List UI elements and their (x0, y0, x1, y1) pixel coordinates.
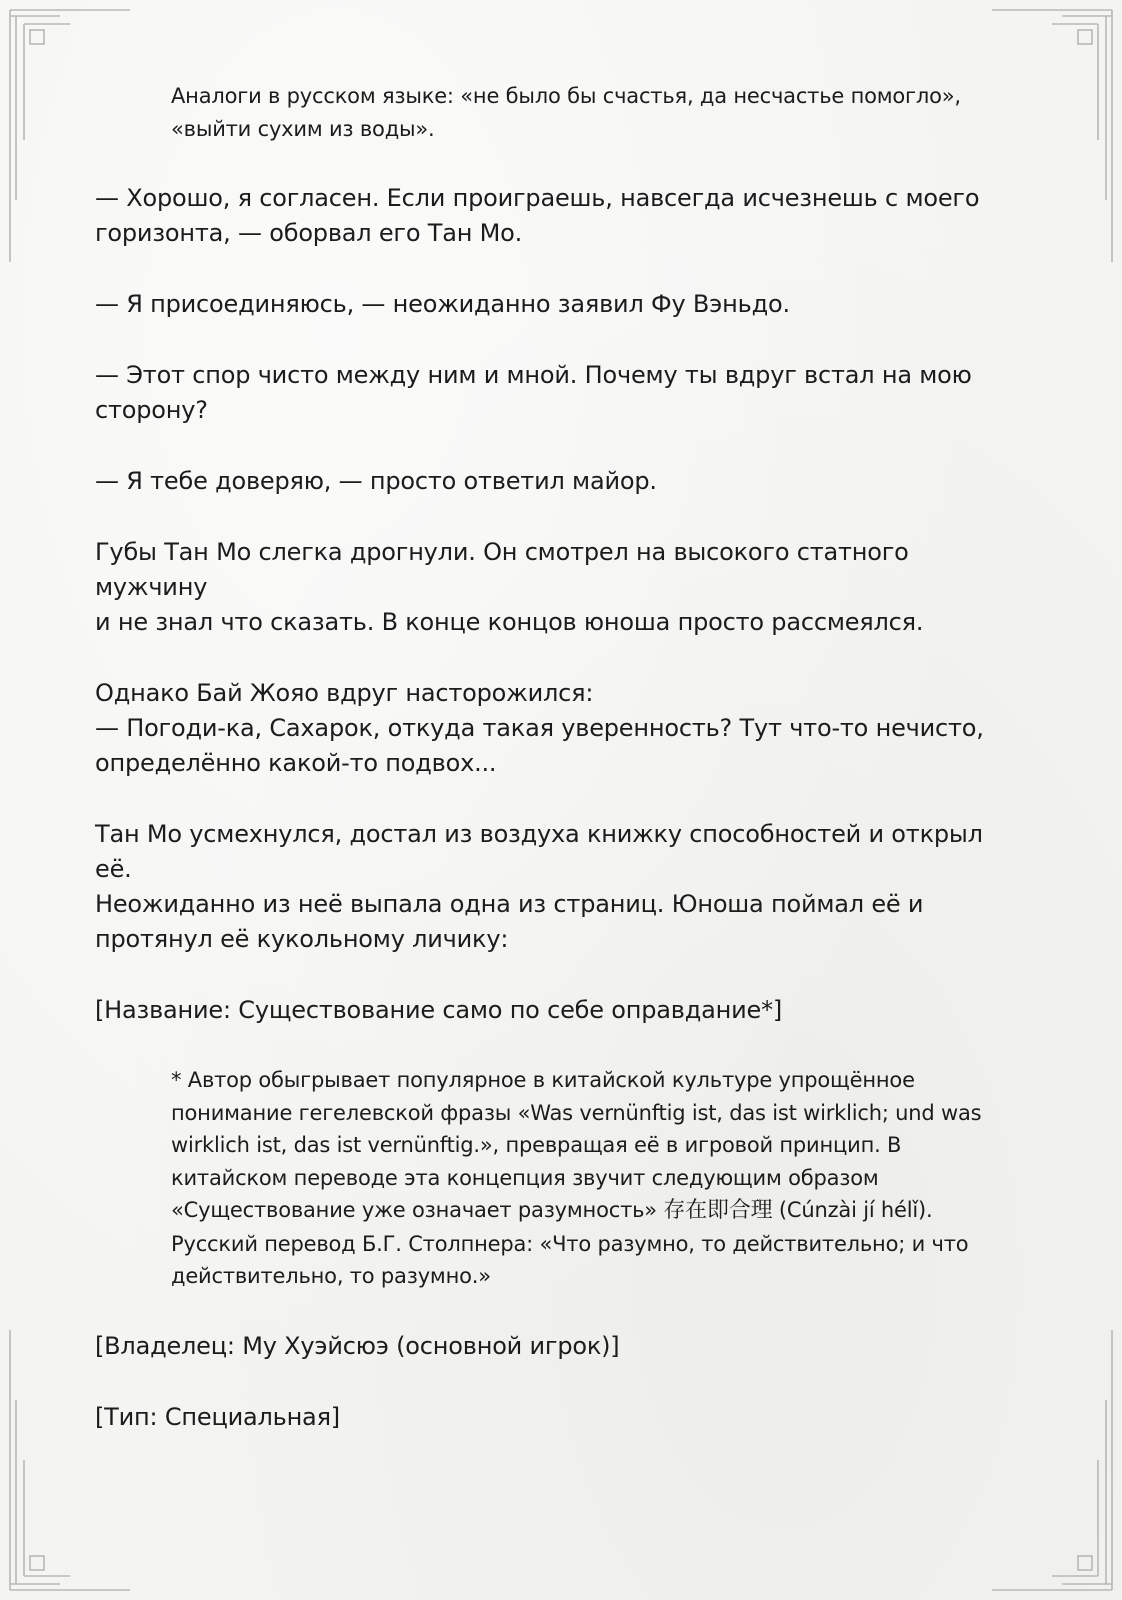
footnote-line: понимание гегелевской фразы «Was vernünftig ist, das ist wirklich; und was (171, 1100, 982, 1125)
text-line: и не знал что сказать. В конце концов юноша просто рассмеялся. (95, 608, 924, 636)
card-title (95, 993, 1025, 1028)
footnote-text: (Cúnzài jí hélǐ). (772, 1198, 933, 1222)
paragraph (95, 287, 1025, 322)
paragraph (95, 676, 1025, 781)
card-owner (95, 1329, 1025, 1364)
paragraph (95, 358, 1025, 428)
text-line: Губы Тан Мо слегка дрогнули. Он смотрел на высокого статного мужчину (95, 538, 909, 601)
footnote-line (171, 1194, 1021, 1228)
paragraph (95, 181, 1025, 251)
footnote-line: * Автор обыгрывает популярное в китайской культуре упрощённое (171, 1068, 915, 1092)
text-line: — Этот спор чисто между ним и мной. Почему ты вдруг встал на мою (95, 361, 972, 389)
paragraph (95, 817, 1025, 957)
text-line: горизонта, — оборвал его Тан Мо. (95, 219, 523, 247)
text-line: определённо какой-то подвох... (95, 749, 497, 777)
footnote-line: Русский перевод Б.Г. Столпнера: «Что разумно, то действительно; и что (171, 1231, 969, 1256)
text-line: — Хорошо, я согласен. Если проиграешь, навсегда исчезнешь с моего (95, 184, 980, 212)
text-line: Тан Мо усмехнулся, достал из воздуха книжку способностей и открыл её. (95, 820, 983, 883)
footnote-line: китайском переводе эта концепция звучит следующим образом (171, 1165, 879, 1190)
text-line: Неожиданно из неё выпала одна из страниц. Юноша поймал её и (95, 890, 924, 918)
footnote-text: «Существование уже означает разумность» (171, 1198, 664, 1222)
translator-note-top (171, 80, 1021, 145)
text-line: сторону? (95, 396, 208, 424)
chinese-phrase: 存在即合理 (663, 1198, 773, 1223)
paragraph (95, 535, 1025, 640)
footnote-line: wirklich ist, das ist vernünftig.», превращая её в игровой принцип. В (171, 1133, 902, 1157)
text-line: — Погоди-ка, Сахарок, откуда такая уверенность? Тут что-то нечисто, (95, 714, 984, 742)
paragraph (95, 464, 1025, 499)
text-line: — Я присоединяюсь, — неожиданно заявил Фу Вэньдо. (95, 290, 790, 318)
page-content (95, 80, 1025, 1471)
footnote (171, 1064, 1021, 1293)
footnote-line: действительно, то разумно.» (171, 1264, 491, 1288)
note-line: Аналоги в русском языке: «не было бы счастья, да несчастье помогло», (171, 84, 961, 108)
text-line: [Владелец: Му Хуэйсюэ (основной игрок)] (95, 1331, 620, 1360)
text-line: протянул её кукольному личику: (95, 925, 509, 953)
text-line: [Название: Существование само по себе оправдание*] (95, 996, 783, 1024)
card-type (95, 1400, 1025, 1435)
note-line: «выйти сухим из воды». (171, 116, 435, 141)
text-line: [Тип: Специальная] (95, 1402, 340, 1431)
text-line: — Я тебе доверяю, — просто ответил майор. (95, 467, 657, 495)
text-line: Однако Бай Жояо вдруг насторожился: (95, 679, 594, 707)
